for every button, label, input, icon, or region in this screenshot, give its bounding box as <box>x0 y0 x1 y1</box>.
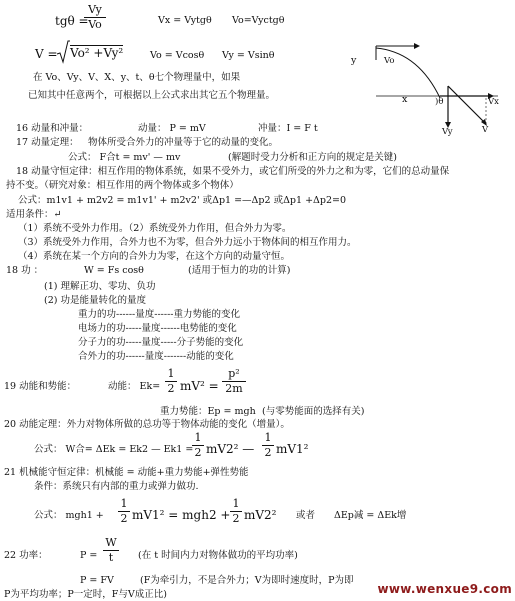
sec18b-row1: 重力的功------量度------重力势能的变化 <box>78 309 241 320</box>
sec20-half-fraction-2: 1 2 <box>262 432 274 459</box>
tg-num: Vy <box>88 3 102 16</box>
sec19-ep-note: (与零势能面的选择有关) <box>262 406 365 417</box>
diagram-label-theta: )θ <box>435 97 444 107</box>
sec20-term1: mV2² — <box>206 442 255 456</box>
sec18a-cond2: （3）系统受外力作用，合外力也不为零，但合外力远小于物体间的相互作用力。 <box>18 237 357 248</box>
sec21-alt: ΔEp减 = ΔEk增 <box>334 510 407 521</box>
sec21-term1: mV1² = mgh2 + <box>132 508 231 522</box>
sec22-last: P为平均功率；P一定时，F与V成正比) <box>4 589 167 600</box>
v-sqrt-content: Vo² +Vy² <box>70 46 124 60</box>
sec22-fv-note: (F为牵引力，不是合外力；V为即时速度时，P为即 <box>140 575 354 586</box>
sec19-half-fraction: 1 2 <box>165 368 177 395</box>
vo-cos-formula: Vo = Vcosθ <box>150 50 205 61</box>
watermark: www.wenxue9.com <box>377 582 512 596</box>
sec22-w-fraction: W t <box>103 537 119 564</box>
diagram-label-x: x <box>402 94 408 105</box>
sec18b-row2: 电场力的功-----量度------电势能的变化 <box>78 323 237 334</box>
projectile-diagram <box>368 38 508 138</box>
diagram-label-vy: Vy <box>442 127 453 137</box>
sec19-ep: 重力势能：Ep = mgh <box>160 406 256 417</box>
sec18a-cond3: （4）系统在某一个方向的合外力为零，在这个方向的动量守恒。 <box>18 251 291 262</box>
sec18b-note: (适用于恒力的功的计算) <box>188 265 291 276</box>
sec21-term2: mV2² <box>244 508 277 522</box>
tg-fraction <box>84 4 106 31</box>
sec18a-conditions-label: 适用条件：↵ <box>6 209 62 220</box>
sec19-label: 19 动能和势能： <box>4 381 77 392</box>
sec20-term2: mV1² <box>276 442 309 456</box>
sec20-half-fraction-1: 1 2 <box>192 432 204 459</box>
sec20-label: 20 动能定理：外力对物体所做的总功等于物体动能的变化（增量）。 <box>4 419 290 430</box>
note-line1: 在 Vo、Vy、V、X、y、t、θ七个物理量中，如果 <box>33 72 241 83</box>
sec18a-line1: 18 动量守恒定律：相互作用的物体系统，如果不受外力，或它们所受的外力之和为零，它们的总动量保 <box>16 166 450 177</box>
sec17-note: (解题时受力分析和正方向的规定是关键) <box>228 152 397 163</box>
sec16-label: 16 动量和冲量： <box>16 123 89 134</box>
sec18b-row3: 分子力的功-----量度-----分子势能的变化 <box>78 337 244 348</box>
sec22-note: (在 t 时间内力对物体做功的平均功率) <box>138 550 298 561</box>
sec20-formula-pre: 公式： W合= ΔEk = Ek2 — Ek1 = <box>34 444 194 455</box>
vy-sin-formula: Vy = Vsinθ <box>222 50 275 61</box>
sec16-momentum: 动量： P = mV <box>138 123 206 134</box>
sec22-p-eq: P = <box>80 550 98 561</box>
diagram-label-vo: Vo <box>384 56 395 66</box>
tg-formula: tgθ = <box>55 14 89 28</box>
sec18a-formula: 公式：m1v1 + m2v2 = m1v1' + m2v2' 或Δp1 =—Δp2 或Δp1 +Δp2=0 <box>18 195 347 206</box>
sec19-ek-label: 动能： Ek= <box>108 381 161 392</box>
diagram-label-v: V <box>482 125 489 135</box>
sec19-p-fraction: p² 2m <box>222 368 246 395</box>
note-line2: 已知其中任意两个，可根据以上公式求出其它五个物理量。 <box>28 90 276 101</box>
sec18a-cond1: （1）系统不受外力作用。（2）系统受外力作用，但合外力为零。 <box>18 223 292 234</box>
diagram-label-vx: Vx <box>488 97 499 107</box>
diagram-label-y: y <box>351 55 357 66</box>
sec18a-line2: 持不变。（研究对象：相互作用的两个物体或多个物体） <box>6 180 239 191</box>
tg-den: Vo <box>88 18 102 31</box>
v-formula: V = <box>35 47 58 61</box>
sec17-formula: 公式： F合t = mv' — mv <box>68 152 181 163</box>
sec18b-item2: (2) 功是能量转化的量度 <box>44 295 146 306</box>
sec21-half-fraction-2: 1 2 <box>230 498 242 525</box>
sec16-impulse: 冲量：I = F t <box>258 123 318 134</box>
vx-tg-formula: Vx = Vytgθ <box>158 15 212 26</box>
sec18b-row4: 合外力的功------量度-------动能的变化 <box>78 351 234 362</box>
sec21-formula-pre: 公式： mgh1 + <box>34 510 104 521</box>
sec19-ek-mid: mV² = <box>180 379 219 393</box>
sec21-cond: 条件：系统只有内部的重力或弹力做功. <box>34 481 199 492</box>
vo-ctg-formula: Vo=Vyctgθ <box>232 15 285 26</box>
sec18b-formula: W = Fs cosθ <box>84 265 144 276</box>
sec22-label: 22 功率： <box>4 550 48 561</box>
sec18b-item1: (1) 理解正功、零功、负功 <box>44 281 156 292</box>
sec17-label: 17 动量定理： <box>16 137 79 148</box>
sec21-half-fraction-1: 1 2 <box>118 498 130 525</box>
sec17-text: 物体所受合外力的冲量等于它的动量的变化。 <box>88 137 279 148</box>
sec21-or: 或者 <box>296 510 316 521</box>
sqrt-symbol-icon <box>56 40 70 64</box>
sec18b-label: 18 功 ： <box>6 265 44 276</box>
sec21-label: 21 机械能守恒定律：机械能 = 动能+重力势能+弹性势能 <box>4 467 249 478</box>
sec22-p-fv: P = FV <box>80 575 114 586</box>
